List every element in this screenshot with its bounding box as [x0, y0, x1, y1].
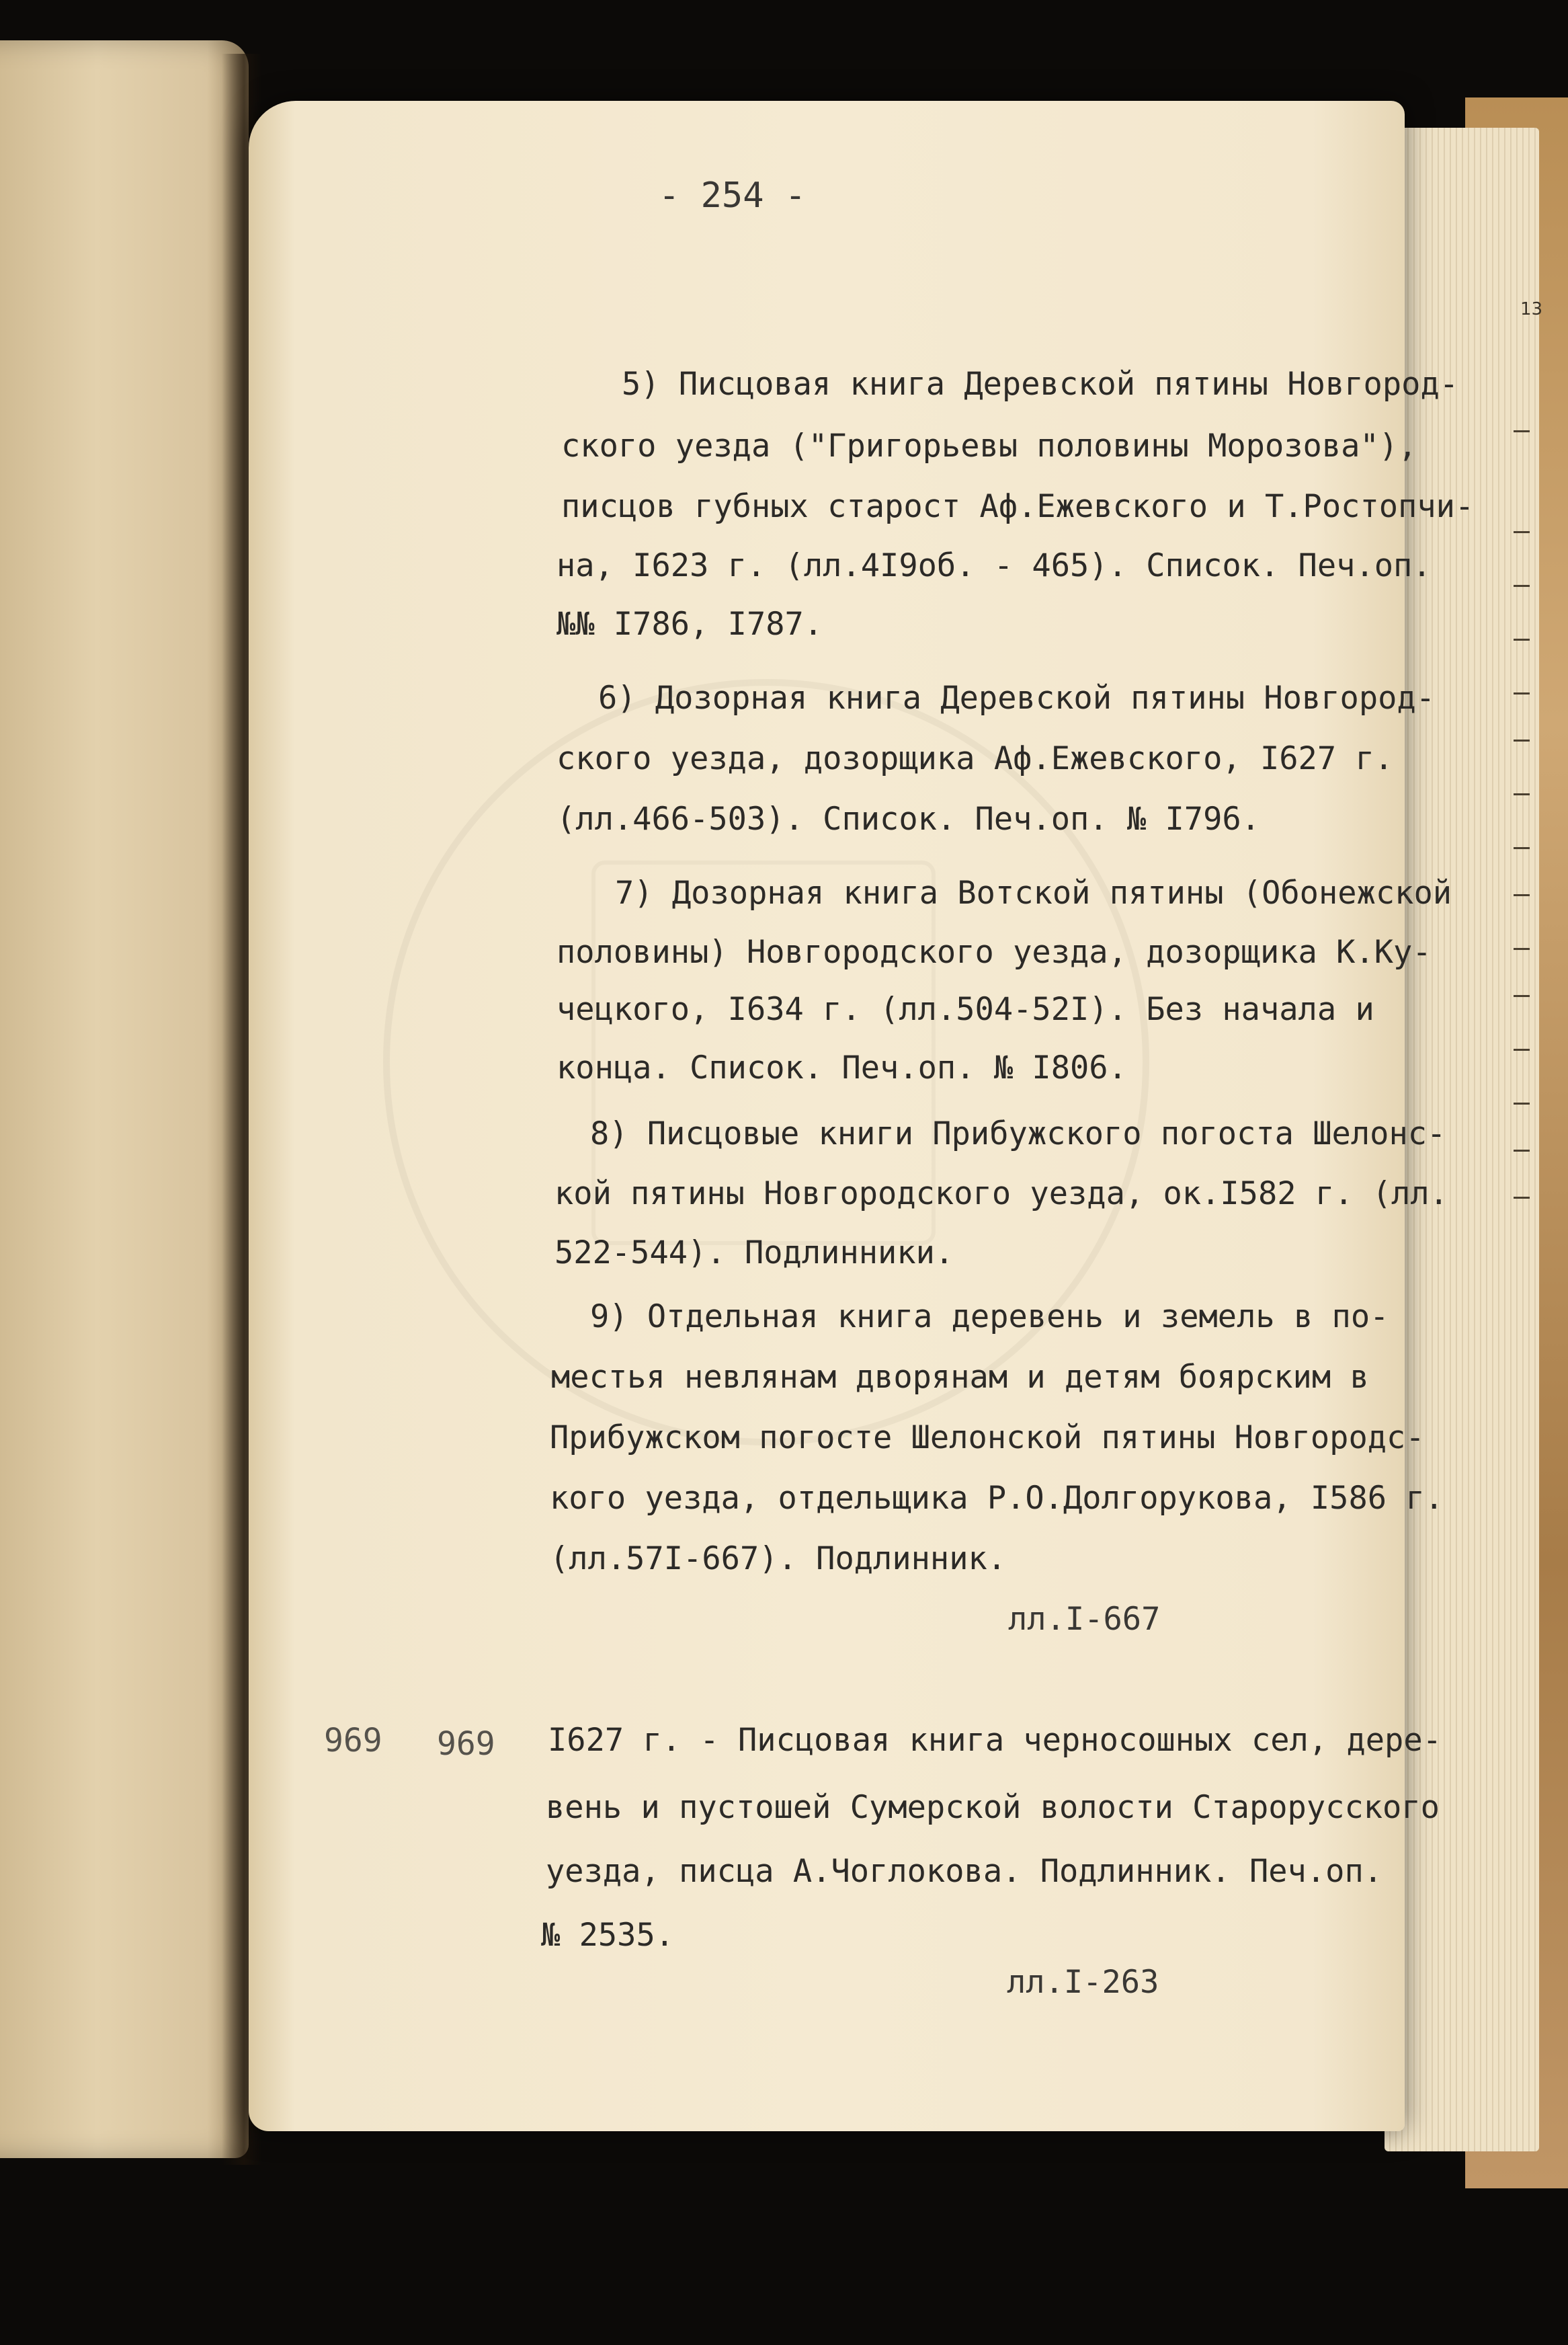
text-line: №№ I786, I787.	[556, 606, 823, 643]
sheet-range: лл.I-667	[1008, 1601, 1161, 1638]
text-line: местья невлянам дворянам и детям боярским в	[551, 1359, 1369, 1396]
text-line: вень и пустошей Сумерской волости Старорусского	[546, 1789, 1440, 1826]
page-edge-tick	[1514, 585, 1530, 587]
left-facing-page	[0, 40, 249, 2158]
text-line: конца. Список. Печ.оп. № I806.	[556, 1049, 1127, 1086]
page-edge-tick	[1514, 1197, 1530, 1199]
text-line: 6) Дозорная книга Деревской пятины Новгород-	[598, 680, 1436, 717]
page-edge-tick	[1514, 692, 1530, 694]
text-line: уезда, писца А.Чоглокова. Подлинник. Печ.оп.	[546, 1853, 1383, 1890]
text-line: I627 г. - Писцовая книга черносошных сел, дере-	[548, 1722, 1442, 1759]
text-line: 7) Дозорная книга Вотской пятины (Обонежской	[615, 875, 1452, 912]
text-line: Прибужском погосте Шелонской пятины Новгородс-	[550, 1419, 1425, 1456]
text-line: (лл.57I-667). Подлинник.	[550, 1540, 1007, 1577]
archive-number-old: 969	[324, 1722, 382, 1759]
page-edge-tick	[1514, 1150, 1530, 1152]
text-line: ского уезда ("Григорьевы половины Морозова"),	[561, 428, 1417, 465]
text-line: 522-544). Подлинники.	[554, 1234, 954, 1271]
text-line: писцов губных старост Аф.Ежевского и Т.Ростопчи-	[561, 488, 1475, 525]
text-line: кого уезда, отдельщика Р.О.Долгорукова, I586 г.	[550, 1480, 1444, 1517]
page-edge-tick	[1514, 793, 1530, 795]
page-edge-tick	[1514, 430, 1530, 432]
page-edge-tick	[1514, 995, 1530, 997]
page-edge-tick	[1514, 1103, 1530, 1105]
text-line: половины) Новгородского уезда, дозорщика К.Ку-	[556, 934, 1432, 971]
text-line: 8) Писцовые книги Прибужского погоста Шелонс-	[590, 1115, 1446, 1152]
text-line: на, I623 г. (лл.4I9об. - 465). Список. Печ.оп.	[556, 547, 1432, 584]
text-line: кой пятины Новгородского уезда, ок.I582 г. (лл.	[554, 1175, 1448, 1212]
text-line: № 2535.	[541, 1917, 675, 1954]
sheet-range: лл.I-263	[1007, 1964, 1159, 2001]
side-tab-number: 13	[1520, 299, 1543, 319]
page-edge-tick	[1514, 894, 1530, 896]
text-line: 5) Писцовая книга Деревской пятины Новгород-	[622, 366, 1459, 403]
page-edge-tick	[1514, 639, 1530, 641]
page-edge-tick	[1514, 847, 1530, 849]
archive-number-new: 969	[437, 1725, 495, 1763]
text-line: 9) Отдельная книга деревень и земель в по-	[590, 1298, 1389, 1335]
page-number: - 254 -	[659, 175, 807, 216]
text-line: чецкого, I634 г. (лл.504-52I). Без начала и	[556, 991, 1374, 1028]
page-edge-tick	[1514, 948, 1530, 950]
text-line: (лл.466-503). Список. Печ.оп. № I796.	[556, 801, 1260, 838]
page-edge-tick	[1514, 531, 1530, 533]
page-edge-tick	[1514, 1049, 1530, 1051]
text-line: ского уезда, дозорщика Аф.Ежевского, I627 г.	[556, 740, 1394, 777]
page-edge-tick	[1514, 740, 1530, 742]
